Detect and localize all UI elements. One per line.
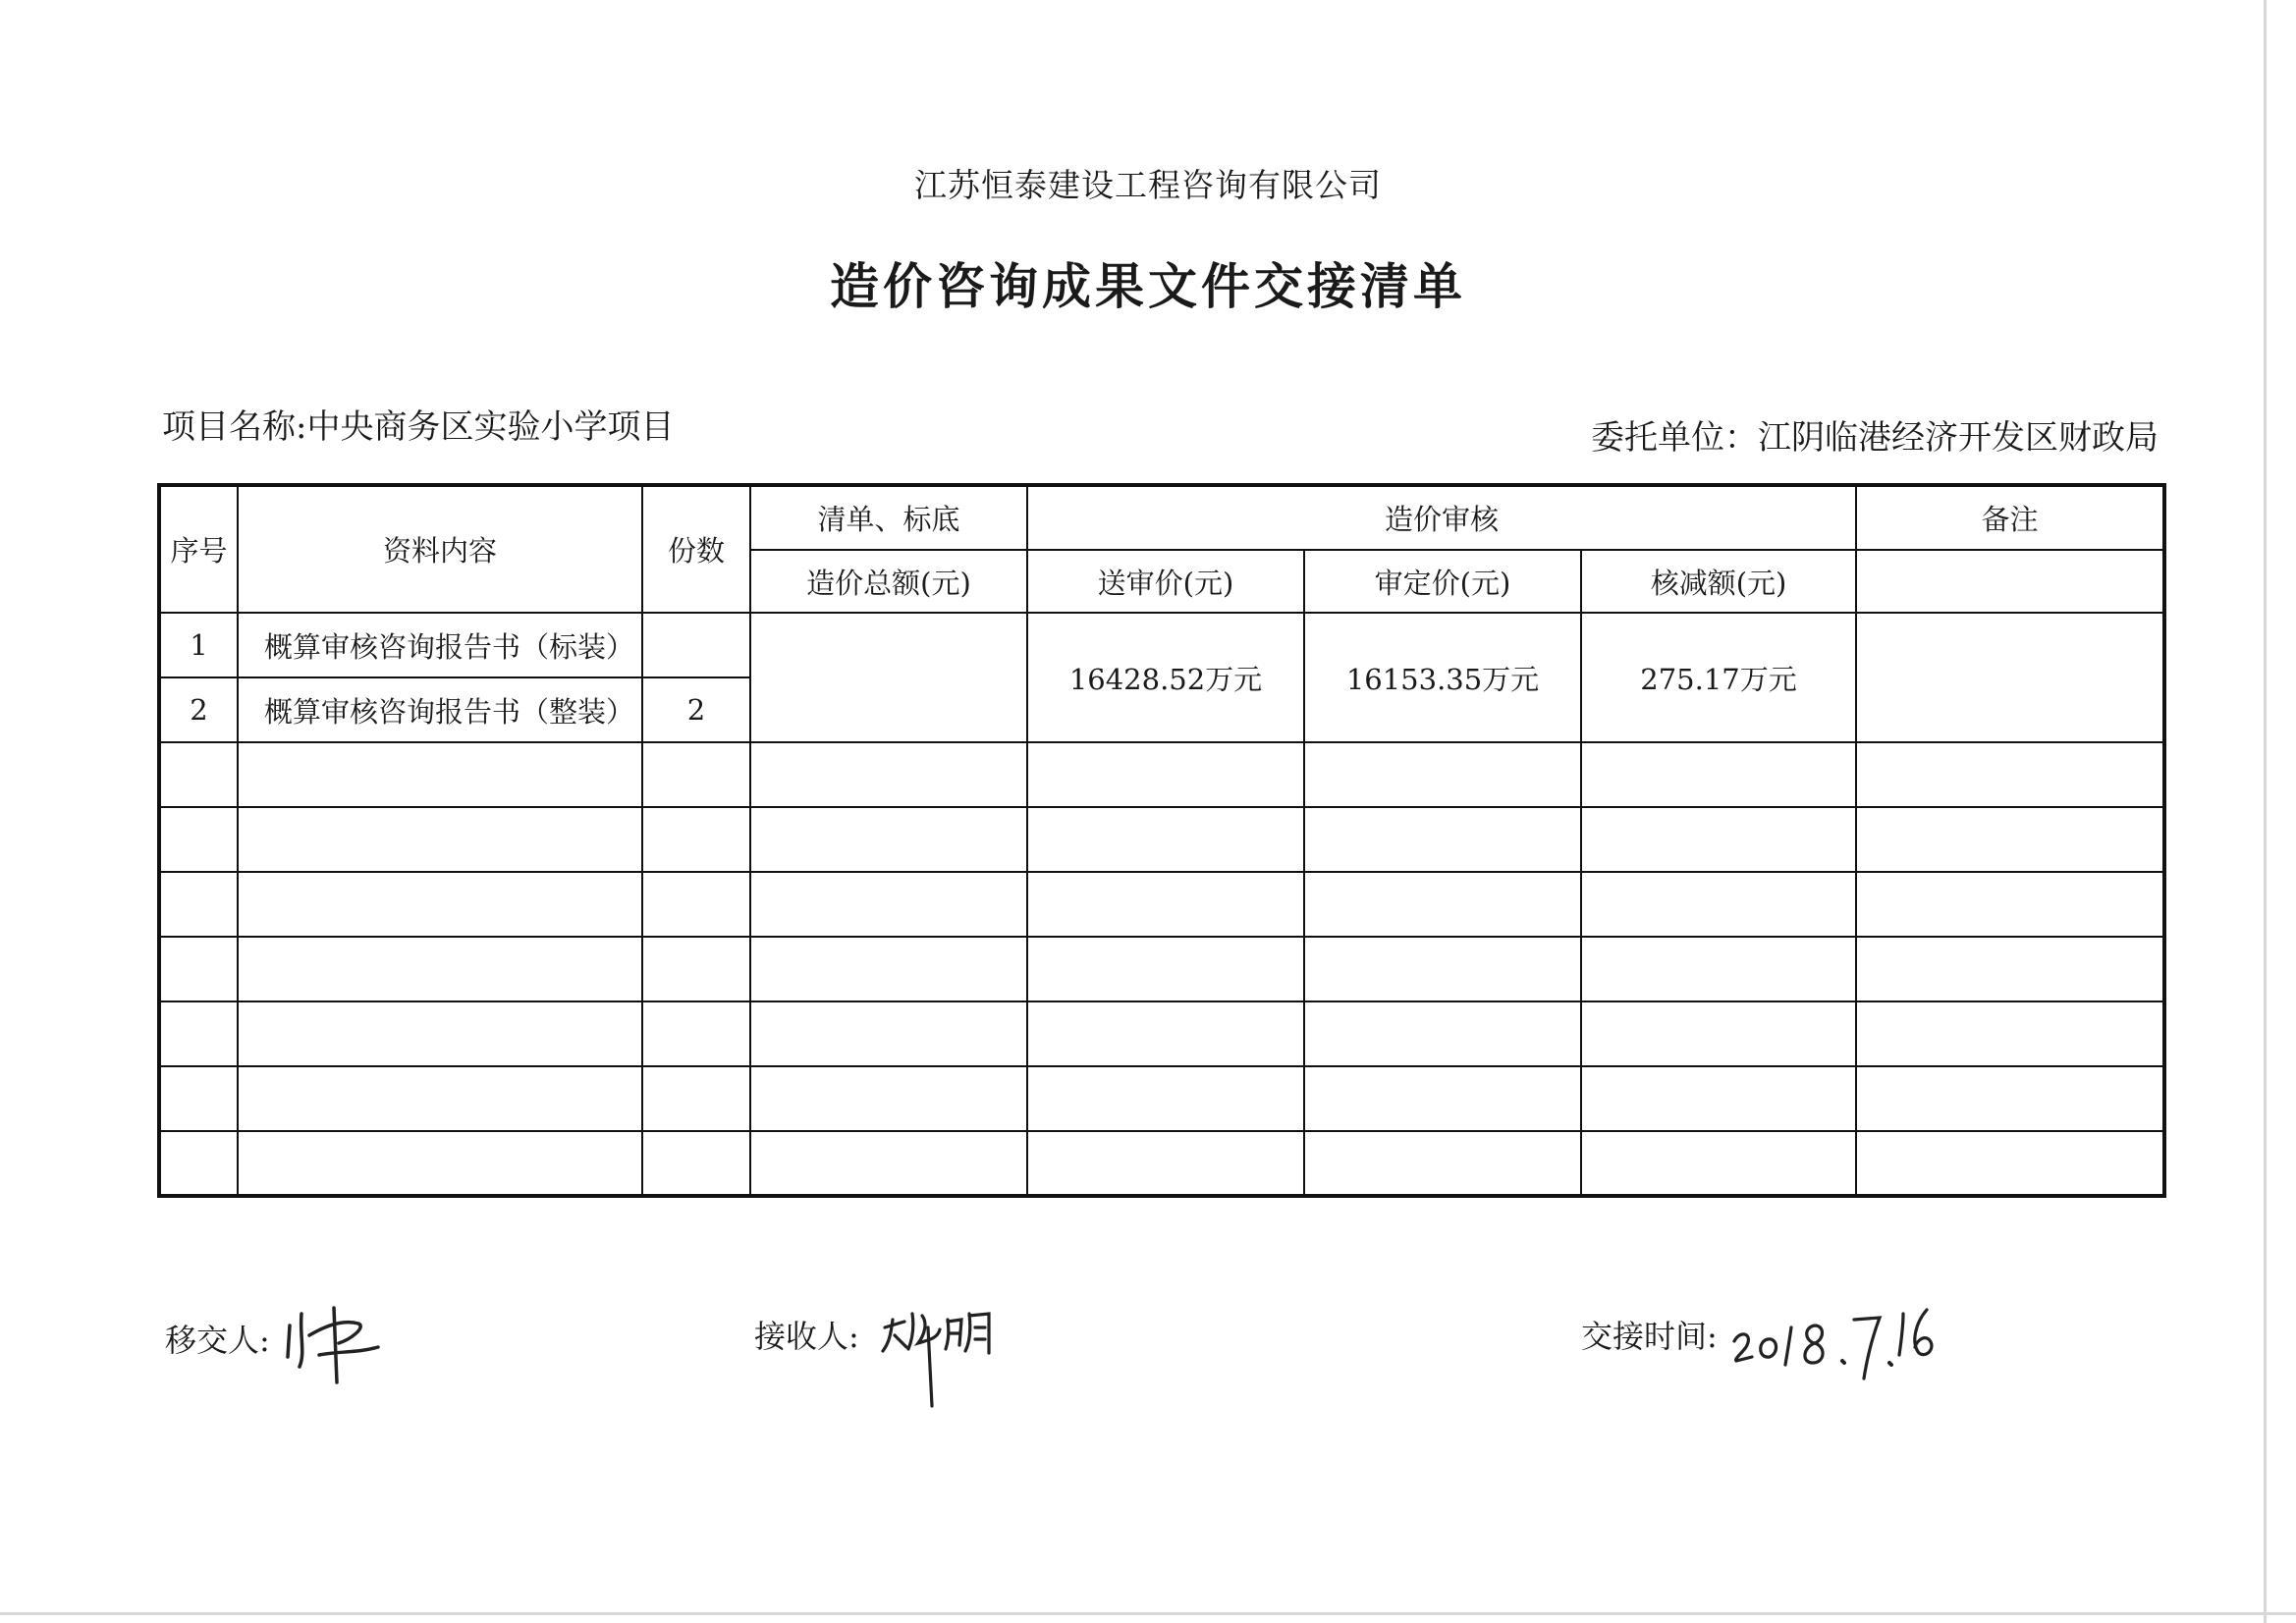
- empty-row: [159, 1131, 2164, 1196]
- empty-row: [159, 807, 2164, 872]
- header-approved: 审定价(元): [1304, 550, 1581, 613]
- time-label: 交接时间:: [1581, 1318, 1718, 1355]
- signature-row: [0, 1316, 2296, 1434]
- row-index: 1: [159, 613, 238, 677]
- client-unit: 委托单位：江阴临港经济开发区财政局: [1591, 418, 2159, 458]
- empty-row: [159, 937, 2164, 1001]
- table-row: [159, 613, 2164, 677]
- handover-table: [157, 483, 2166, 1198]
- header-content: 资料内容: [238, 485, 642, 613]
- header-submitted: 送审价(元): [1027, 550, 1304, 613]
- header-reduction: 核减额(元): [1581, 550, 1856, 613]
- empty-row: [159, 872, 2164, 937]
- receiver-signature: [879, 1300, 1016, 1413]
- document-title: 造价咨询成果文件交接清单: [830, 257, 1466, 315]
- bill-total-cell: [750, 613, 1027, 742]
- header-index: 序号: [159, 485, 238, 613]
- header-bill-top: 清单、标底: [750, 485, 1027, 550]
- header-copies: 份数: [642, 485, 750, 613]
- reduction-value: 275.17万元: [1581, 613, 1856, 742]
- project-name: 项目名称:中央商务区实验小学项目: [162, 407, 675, 447]
- scan-edge-bottom: [0, 1612, 2296, 1615]
- row-copies: [642, 613, 750, 677]
- empty-row: [159, 742, 2164, 807]
- empty-row: [159, 1001, 2164, 1066]
- row-content: 概算审核咨询报告书（标装）: [238, 613, 642, 677]
- submitted-value: 16428.52万元: [1027, 613, 1304, 742]
- header-bill-bottom: 造价总额(元): [750, 550, 1027, 613]
- handover-signature: [280, 1296, 393, 1384]
- header-review-group: 造价审核: [1027, 485, 1856, 550]
- header-remarks-blank: [1856, 550, 2164, 613]
- receiver-label: 接收人:: [754, 1318, 859, 1355]
- row-index: 2: [159, 677, 238, 742]
- handover-label: 移交人:: [165, 1322, 270, 1359]
- header-remarks: 备注: [1856, 485, 2164, 550]
- remarks-cell: [1856, 613, 2164, 742]
- empty-row: [159, 1066, 2164, 1131]
- approved-value: 16153.35万元: [1304, 613, 1581, 742]
- company-name: 江苏恒泰建设工程咨询有限公司: [914, 166, 1382, 204]
- handover-date-handwritten: [1730, 1294, 1946, 1387]
- row-content: 概算审核咨询报告书（整装）: [238, 677, 642, 742]
- row-copies: 2: [642, 677, 750, 742]
